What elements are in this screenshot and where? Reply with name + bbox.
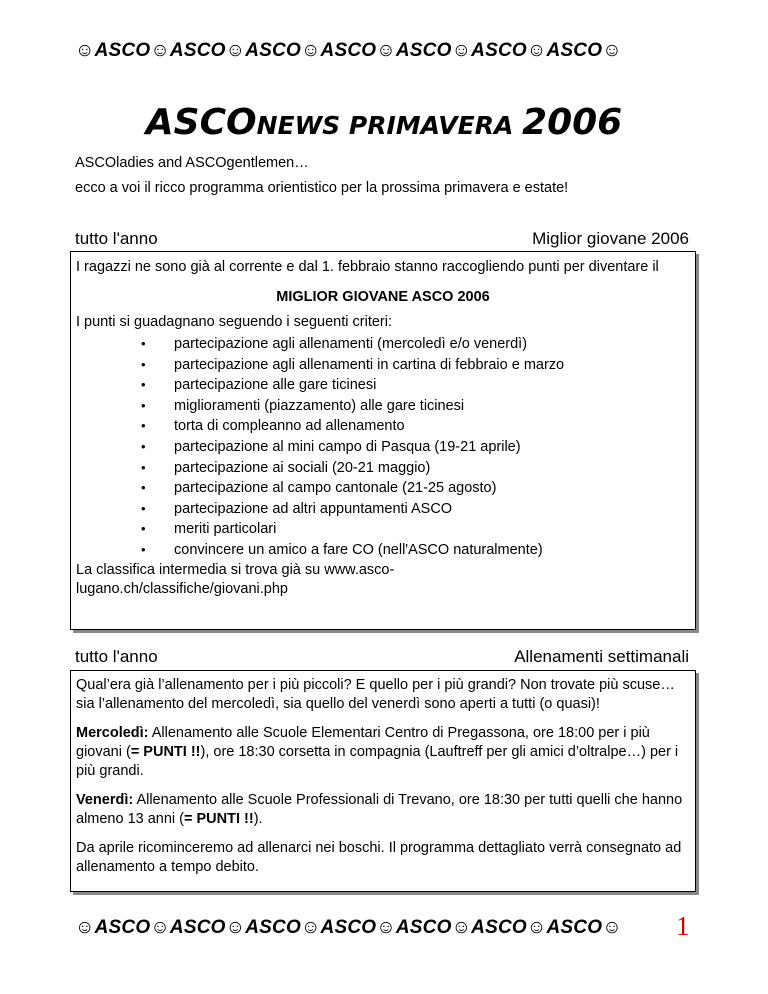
friday-paragraph: Venerdì: Allenamento alle Scuole Professionali di Trevano, ore 18:30 per tutti quelli che hanno almeno 13 anni (= PUNTI !!). [76,792,683,827]
banner-text: ASCO [169,40,226,61]
smiley-icon: ☺ [150,917,170,938]
banner-text: ASCO [94,40,151,61]
banner-text: ASCO [471,40,527,61]
wednesday-label: Mercoledì: [76,725,149,741]
smiley-icon: ☺ [602,40,622,61]
smiley-icon: ☺ [376,917,396,938]
list-item: • partecipazione alle gare ticinesi [76,375,690,396]
banner-text: ASCO [546,917,603,938]
points-badge: = PUNTI !! [184,811,254,827]
banner-text: ASCO [94,917,151,938]
wednesday-paragraph: Mercoledì: Allenamento alle Scuole Elementari Centro di Pregassona, ore 18:00 per i più giovani (= PUNTI !!), ore 18:30 corsetta in compagnia (Lauftreff per gli amici d’oltralpe…) per i più grandi. [76,725,679,779]
smiley-icon: ☺ [526,917,547,938]
intro-text: ecco a voi il ricco programma orientistico per la prossima primavera e estate! [75,180,569,196]
section2-box [70,670,696,892]
smiley-icon: ☺ [602,917,622,938]
smiley-icon: ☺ [225,40,246,61]
section2-intro: Qual’era già l’allenamento per i più piccoli? E quello per i più grandi? Non trovate più scuse… sia l’allenamento del mercoledì, sia quello del venerdì sono aperti a tutti (o quasi)! [76,677,675,712]
list-item: • torta di compleanno ad allenamento [76,416,690,437]
section2-when: tutto l'anno [75,647,158,666]
list-item: • partecipazione al campo cantonale (21-25 agosto) [76,478,690,499]
smiley-icon: ☺ [300,40,321,61]
title-news: NEWS PRIMAVERA [256,111,523,140]
smiley-icon: ☺ [225,917,246,938]
banner-bottom [75,917,622,939]
section1-box [70,251,696,630]
closing-line2: lugano.ch/classifiche/giovani.php [76,580,288,597]
smiley-icon: ☺ [75,40,95,61]
section1-heading: MIGLIOR GIOVANE ASCO 2006 [276,289,490,305]
banner-text: ASCO [546,40,603,61]
section2-outro: Da aprile ricominceremo ad allenarci nei boschi. Il programma dettagliato verrà consegnato ad allenamento a tempo debito. [76,840,682,875]
banner-text: ASCO [169,917,226,938]
list-item: • partecipazione agli allenamenti (mercoledì e/o venerdì) [76,334,690,355]
smiley-icon: ☺ [526,40,547,61]
smiley-icon: ☺ [75,917,95,938]
intro-greeting: ASCOladies and ASCOgentlemen… [75,155,309,171]
list-item: • meriti particolari [76,519,690,540]
list-item: • partecipazione al mini campo di Pasqua (19-21 aprile) [76,437,690,458]
smiley-icon: ☺ [150,40,170,61]
list-item: • convincere un amico a fare CO (nell'ASCO naturalmente) [76,540,690,561]
banner-text: ASCO [395,917,452,938]
banner-top [75,40,622,62]
title-year: 2006 [522,102,623,143]
page-number: 1 [676,911,690,941]
section2-header [75,647,689,667]
banner-text: ASCO [245,917,301,938]
points-badge: = PUNTI !! [130,744,201,760]
banner-text: ASCO [320,40,377,61]
section1-when: tutto l'anno [75,229,158,248]
list-item: • partecipazione agli allenamenti in cartina di febbraio e marzo [76,355,690,376]
banner-text: ASCO [320,917,377,938]
closing-line1: La classifica intermedia si trova già su www.asco- [76,561,395,578]
section1-lead: I ragazzi ne sono già al corrente e dal 1. febbraio stanno raccogliendo punti per diventare il [76,259,659,275]
banner-text: ASCO [395,40,452,61]
smiley-icon: ☺ [300,917,321,938]
banner-text: ASCO [471,917,527,938]
section1-header [75,229,689,249]
smiley-icon: ☺ [451,917,472,938]
banner-text: ASCO [245,40,301,61]
list-item: • partecipazione ad altri appuntamenti ASCO [76,499,690,520]
criteria-list [76,334,690,561]
section1-what: Miglior giovane 2006 [532,229,689,248]
section2-what: Allenamenti settimanali [514,647,689,666]
page-title [0,102,768,143]
title-asco: ASCO [145,102,257,143]
friday-label: Venerdì: [76,792,134,808]
smiley-icon: ☺ [376,40,396,61]
smiley-icon: ☺ [451,40,472,61]
list-item: • miglioramenti (piazzamento) alle gare ticinesi [76,396,690,417]
criteria-intro: I punti si guadagnano seguendo i seguenti criteri: [76,314,392,330]
list-item: • partecipazione ai sociali (20-21 maggio) [76,458,690,479]
